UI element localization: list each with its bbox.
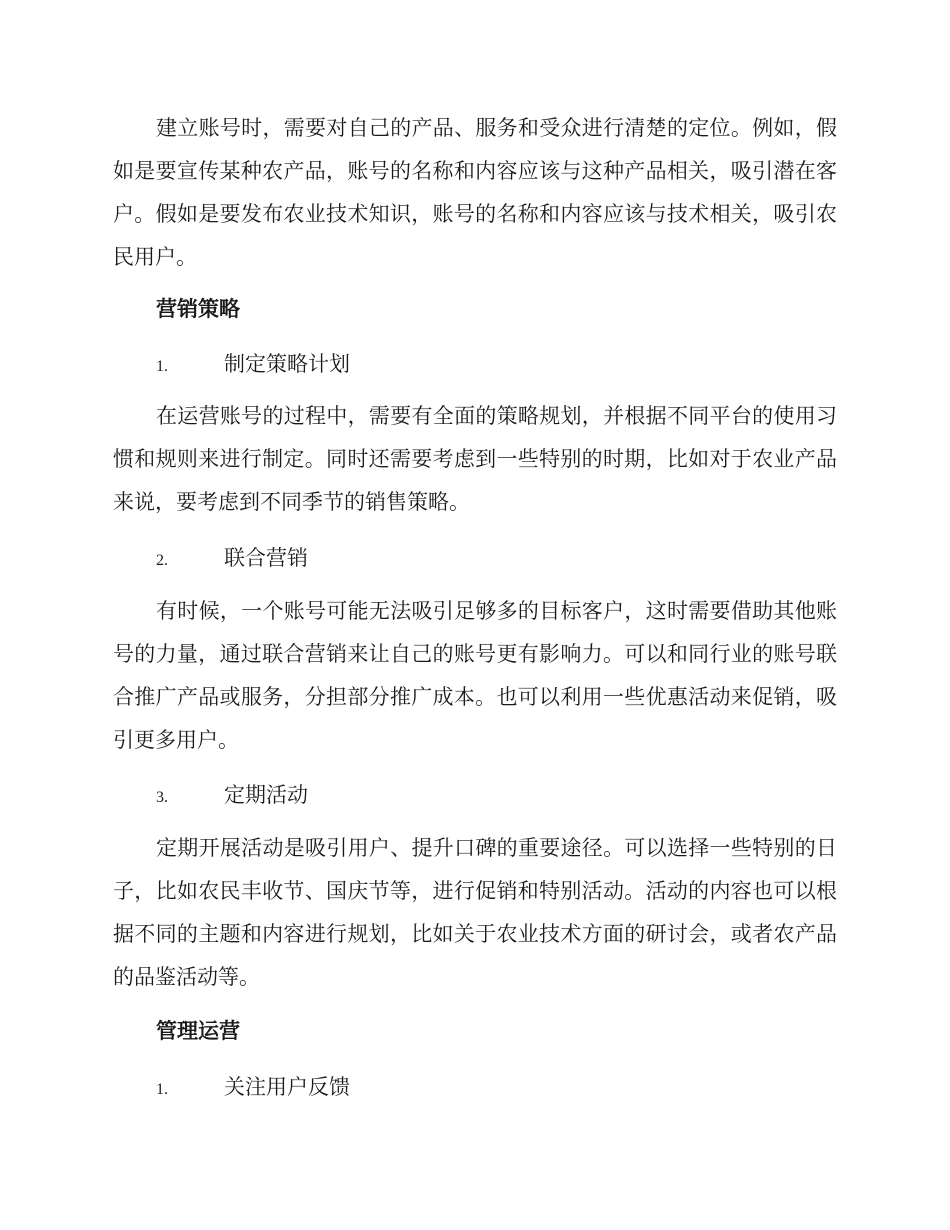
list-item-title: 定期活动 xyxy=(224,783,308,807)
section-heading-management: 管理运营 xyxy=(156,1019,240,1043)
list-number: 1. xyxy=(156,358,168,375)
list-item-title: 关注用户反馈 xyxy=(224,1075,350,1099)
list-item-2 xyxy=(156,543,308,576)
list-item-2-body: 有时候，一个账号可能无法吸引足够多的目标客户，这时需要借助其他账号的力量，通过联合营销来让自己的账号更有影响力。可以和同行业的账号联合推广产品或服务，分担部分推广成本。也可以利用一些优惠活动来促销，吸引更多用户。 xyxy=(113,599,837,752)
list-item-3 xyxy=(156,780,308,813)
list-number: 1. xyxy=(156,1081,168,1098)
list-item-3-body: 定期开展活动是吸引用户、提升口碑的重要途径。可以选择一些特别的日子，比如农民丰收节、国庆节等，进行促销和特别活动。活动的内容也可以根据不同的主题和内容进行规划，比如关于农业技术方面的研讨会，或者农产品的品鉴活动等。 xyxy=(113,836,837,989)
list-item-1-body: 在运营账号的过程中，需要有全面的策略规划，并根据不同平台的使用习惯和规则来进行制定。同时还需要考虑到一些特别的时期，比如对于农业产品来说，要考虑到不同季节的销售策略。 xyxy=(113,404,837,514)
list-item-management-1 xyxy=(156,1072,350,1105)
list-item-title: 制定策略计划 xyxy=(224,352,350,376)
intro-paragraph: 建立账号时，需要对自己的产品、服务和受众进行清楚的定位。例如，假如是要宣传某种农产品，账号的名称和内容应该与这种产品相关，吸引潜在客户。假如是要发布农业技术知识，账号的名称和内容应该与技术相关，吸引农民用户。 xyxy=(113,116,837,269)
list-item-title: 联合营销 xyxy=(224,546,308,570)
list-number: 3. xyxy=(156,789,168,806)
list-item-1 xyxy=(156,349,350,382)
list-number: 2. xyxy=(156,552,168,569)
section-heading-marketing: 营销策略 xyxy=(156,297,240,321)
